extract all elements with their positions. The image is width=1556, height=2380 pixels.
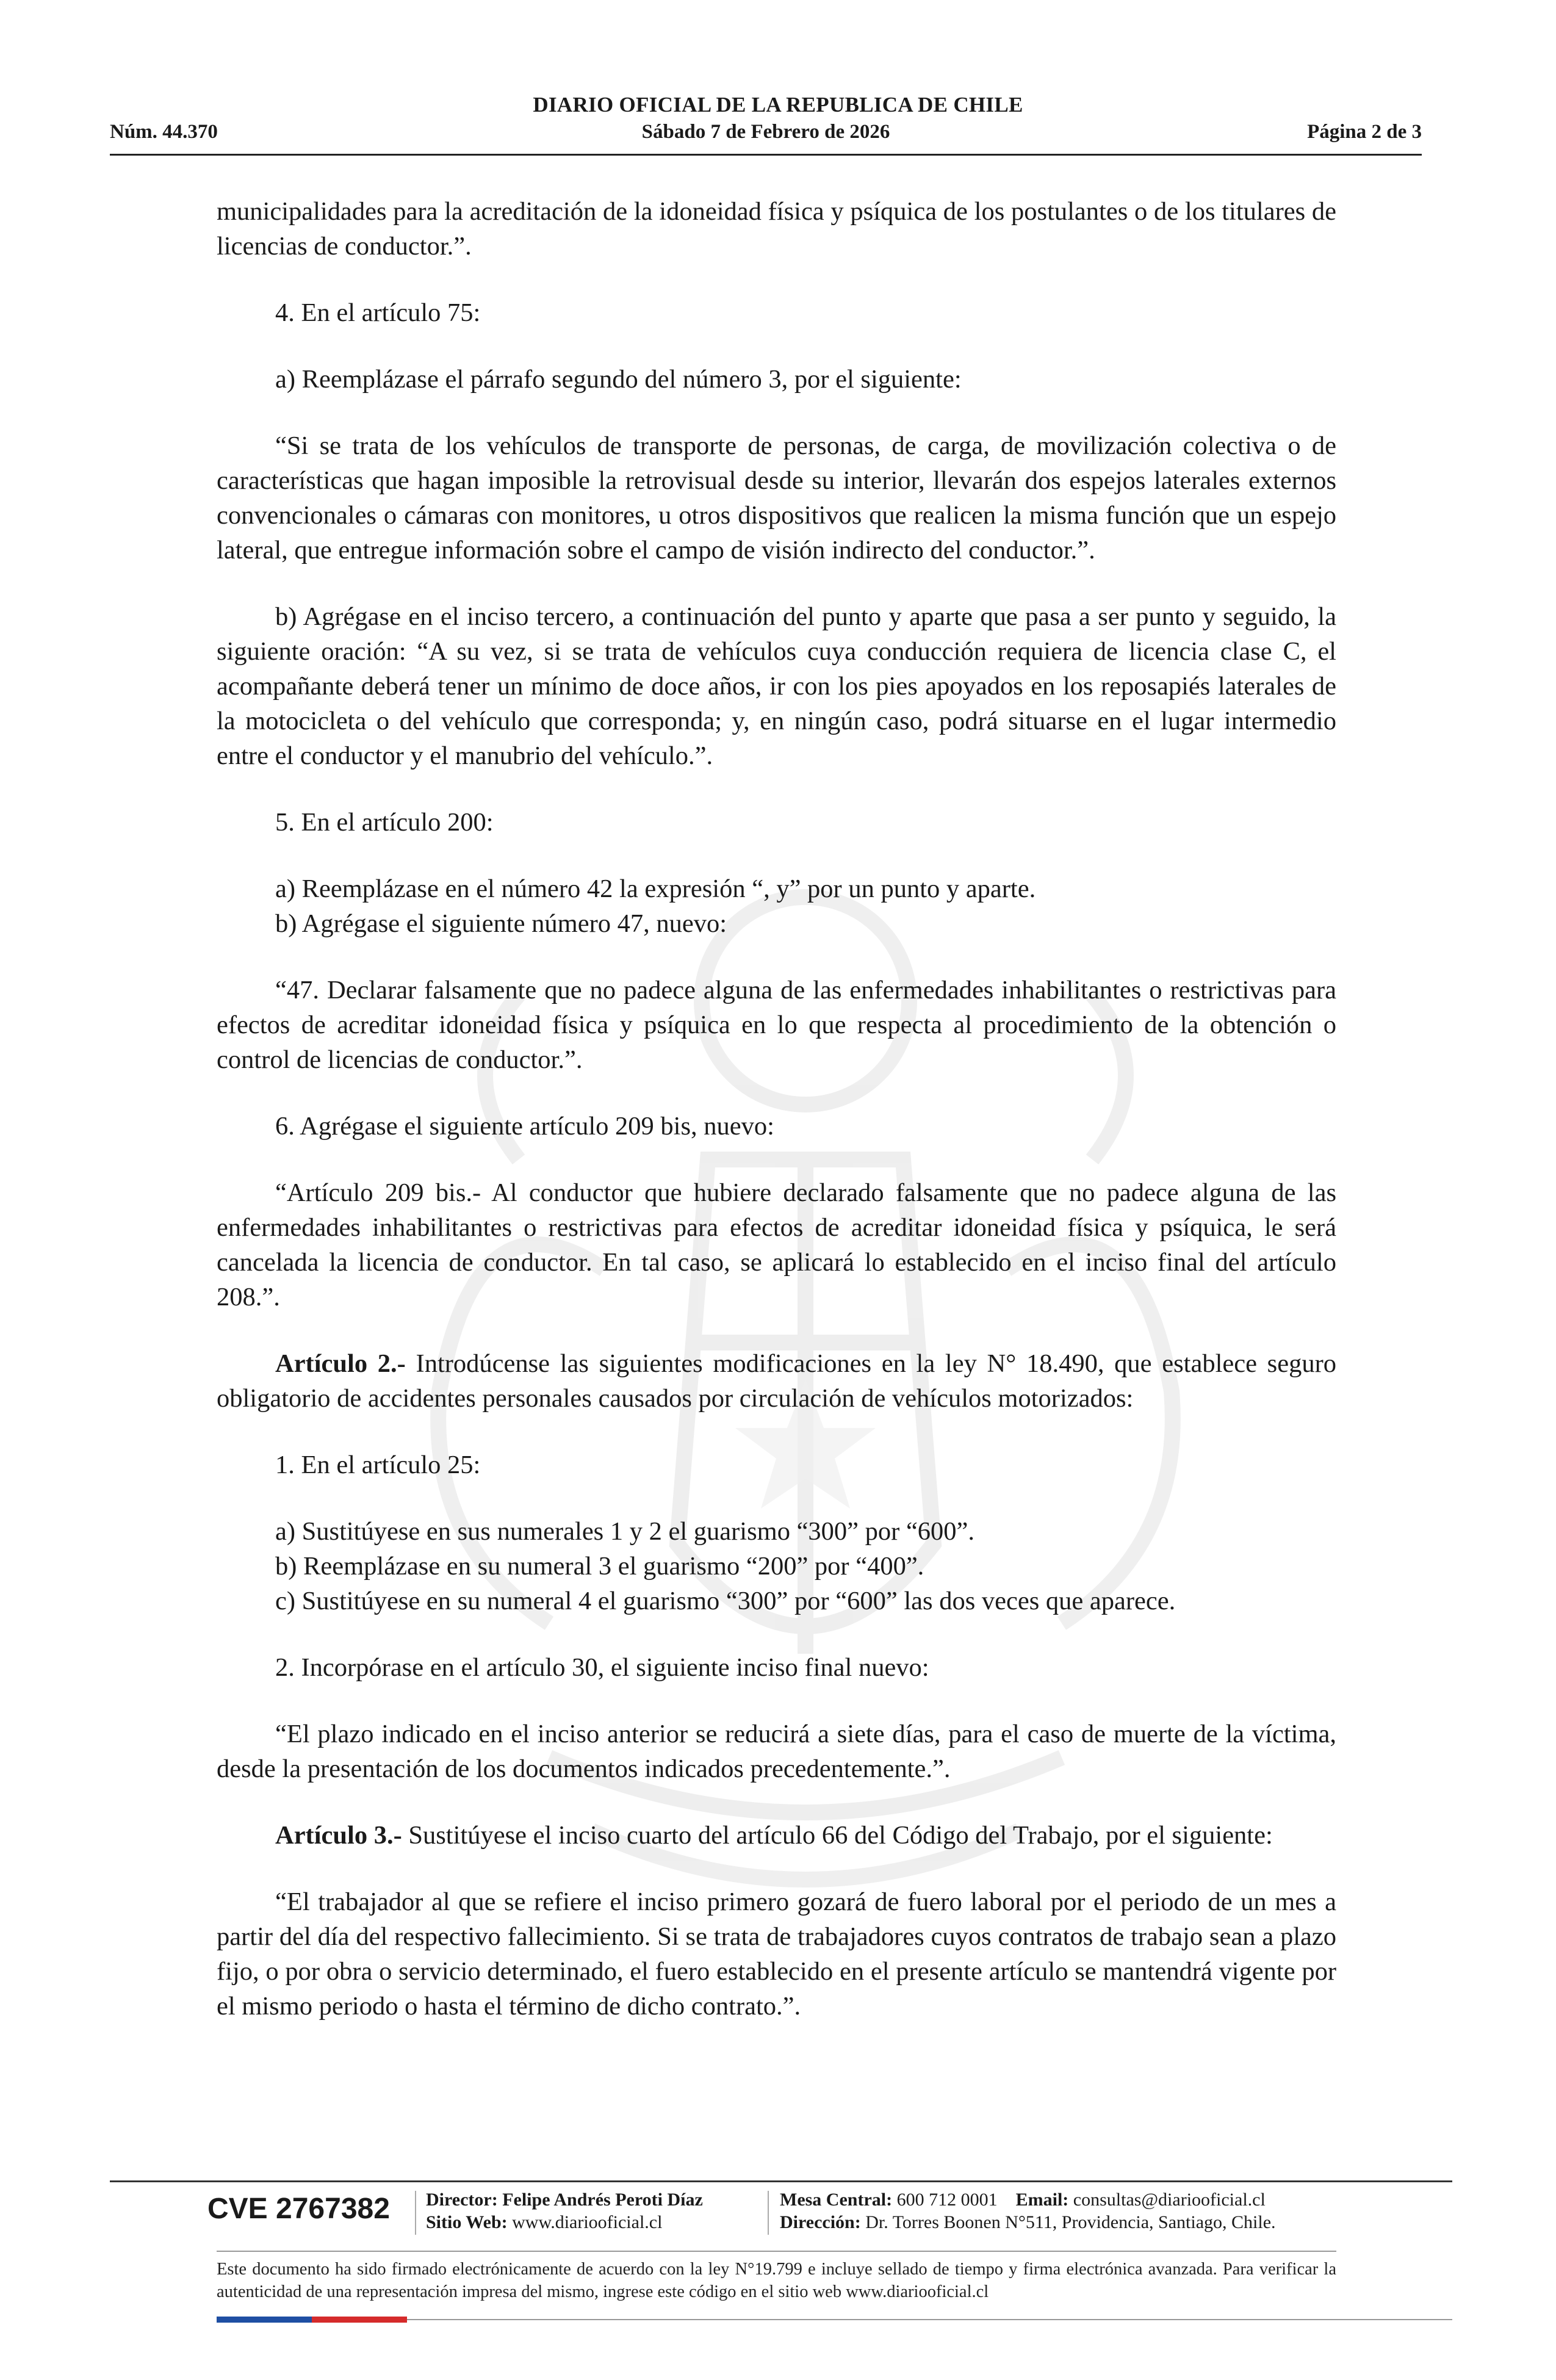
paragraph: “Si se trata de los vehículos de transporte de personas, de carga, de movilización colectiva o de características que hagan imposible la retrovisual desde su interior, llevarán dos espejos laterales externos convencionales o cámaras con monitores, u otros dispositivos que realicen la misma función que un espejo lateral, que entregue información sobre el campo de visión indirecto del conductor.”. xyxy=(217,431,1336,564)
director-name: Felipe Andrés Peroti Díaz xyxy=(502,2190,703,2210)
article-2-label: Artículo 2.- xyxy=(275,1349,406,1378)
director-label: Director: xyxy=(426,2190,498,2210)
phone-value: 600 712 0001 xyxy=(896,2190,998,2210)
paragraph: 4. En el artículo 75: xyxy=(275,298,481,327)
paragraph: 5. En el artículo 200: xyxy=(275,808,494,837)
site-label: Sitio Web: xyxy=(426,2212,508,2232)
paragraph: a) Reemplázase en el número 42 la expresión “, y” por un punto y aparte. xyxy=(275,874,1036,903)
paragraph: municipalidades para la acreditación de la idoneidad física y psíquica de los postulantes o de los titulares de licencias de conductor.”. xyxy=(217,197,1336,261)
article-3 xyxy=(217,1818,1336,1853)
footer-separator xyxy=(768,2191,769,2235)
article-2 xyxy=(217,1346,1336,1416)
article-3-label: Artículo 3.- xyxy=(275,1821,402,1850)
paragraph: 2. Incorpórase en el artículo 30, el siguiente inciso final nuevo: xyxy=(275,1653,929,1682)
site-link[interactable]: www.diariooficial.cl xyxy=(512,2212,663,2232)
paragraph: b) Reemplázase en su numeral 3 el guarismo “200” por “400”. xyxy=(275,1552,924,1581)
paragraph: “47. Declarar falsamente que no padece alguna de las enfermedades inhabilitantes o restrictivas para efectos de acreditar idoneidad física y psíquica en lo que respecta al procedimiento de la obtención o control de licencias de conductor.”. xyxy=(217,976,1336,1074)
paragraph: 6. Agrégase el siguiente artículo 209 bis, nuevo: xyxy=(275,1112,774,1141)
paragraph: “Artículo 209 bis.- Al conductor que hubiere declarado falsamente que no padece alguna de las enfermedades inhabilitantes o restrictivas para efectos de acreditar idoneidad física y psíquica, le será cancelada la licencia de conductor. En tal caso, se aplicará lo establecido en el inciso final del artículo 208.”. xyxy=(217,1178,1336,1311)
paragraph: “El plazo indicado en el inciso anterior se reducirá a siete días, para el caso de muerte de la víctima, desde la presentación de los documentos indicados precedentemente.”. xyxy=(217,1720,1336,1783)
page-indicator: Página 2 de 3 xyxy=(1307,121,1422,143)
paragraph: 1. En el artículo 25: xyxy=(275,1451,481,1479)
issue-number: Núm. 44.370 xyxy=(110,121,218,143)
address-value: Dr. Torres Boonen N°511, Providencia, Santiago, Chile. xyxy=(865,2212,1276,2232)
footer-contact-block xyxy=(780,2188,1276,2234)
phone-label: Mesa Central: xyxy=(780,2190,893,2210)
footer-divider xyxy=(217,2251,1336,2252)
flag-red-band xyxy=(312,2317,407,2323)
header-divider xyxy=(110,154,1422,156)
paragraph: a) Sustitúyese en sus numerales 1 y 2 el guarismo “300” por “600”. xyxy=(275,1517,975,1546)
flag-blue-band xyxy=(217,2317,312,2323)
paragraph: b) Agrégase en el inciso tercero, a continuación del punto y aparte que pasa a ser punto y seguido, la siguiente oración: “A su vez, si se trata de vehículos cuya conducción requiera de licencia clase C, el acompañante deberá tener un mínimo de doce años, ir con los pies apoyados en los reposapiés laterales de la motocicleta o del vehículo que corresponda; y, en ningún caso, podrá situarse en el lugar intermedio entre el conductor y el manubrio del vehículo.”. xyxy=(217,602,1336,770)
chile-flag-stripe xyxy=(217,2317,407,2323)
header-row xyxy=(110,121,1422,148)
cve-code: CVE 2767382 xyxy=(207,2193,390,2225)
footer-director-block xyxy=(426,2188,703,2234)
email-label: Email: xyxy=(1015,2190,1069,2210)
article-2-text: Introdúcense las siguientes modificaciones en la ley N° 18.490, que establece seguro obligatorio de accidentes personales causados por circulación de vehículos motorizados: xyxy=(217,1349,1336,1413)
email-link[interactable]: consultas@diariooficial.cl xyxy=(1073,2190,1266,2210)
footer-separator xyxy=(415,2191,416,2235)
footer-divider xyxy=(407,2319,1452,2320)
footer-divider xyxy=(110,2180,1452,2182)
paragraph: a) Reemplázase el párrafo segundo del número 3, por el siguiente: xyxy=(275,365,962,394)
document-body xyxy=(217,194,1336,2024)
paragraph: b) Agrégase el siguiente número 47, nuevo: xyxy=(275,909,727,938)
paragraph: c) Sustitúyese en su numeral 4 el guarismo “300” por “600” las dos veces que aparece. xyxy=(275,1587,1176,1615)
paragraph: “El trabajador al que se refiere el inciso primero gozará de fuero laboral por el periodo de un mes a partir del día del respectivo fallecimiento. Si se trata de trabajadores cuyos contratos de trabajo sean a plazo fijo, o por obra o servicio determinado, el fuero establecido en el presente artículo se mantendrá vigente por el mismo periodo o hasta el término de dicho contrato.”. xyxy=(217,1888,1336,2021)
article-3-text: Sustitúyese el inciso cuarto del artículo 66 del Código del Trabajo, por el siguiente: xyxy=(402,1821,1273,1850)
address-label: Dirección: xyxy=(780,2212,861,2232)
gazette-title: DIARIO OFICIAL DE LA REPUBLICA DE CHILE xyxy=(533,93,1023,117)
issue-date: Sábado 7 de Febrero de 2026 xyxy=(641,121,890,143)
signature-notice: Este documento ha sido firmado electrónicamente de acuerdo con la ley N°19.799 e incluye sellado de tiempo y firma electrónica avanzada. Para verificar la autenticidad de una representación impresa del mismo, ingrese este código en el sitio web www.diariooficial.cl xyxy=(217,2260,1336,2301)
